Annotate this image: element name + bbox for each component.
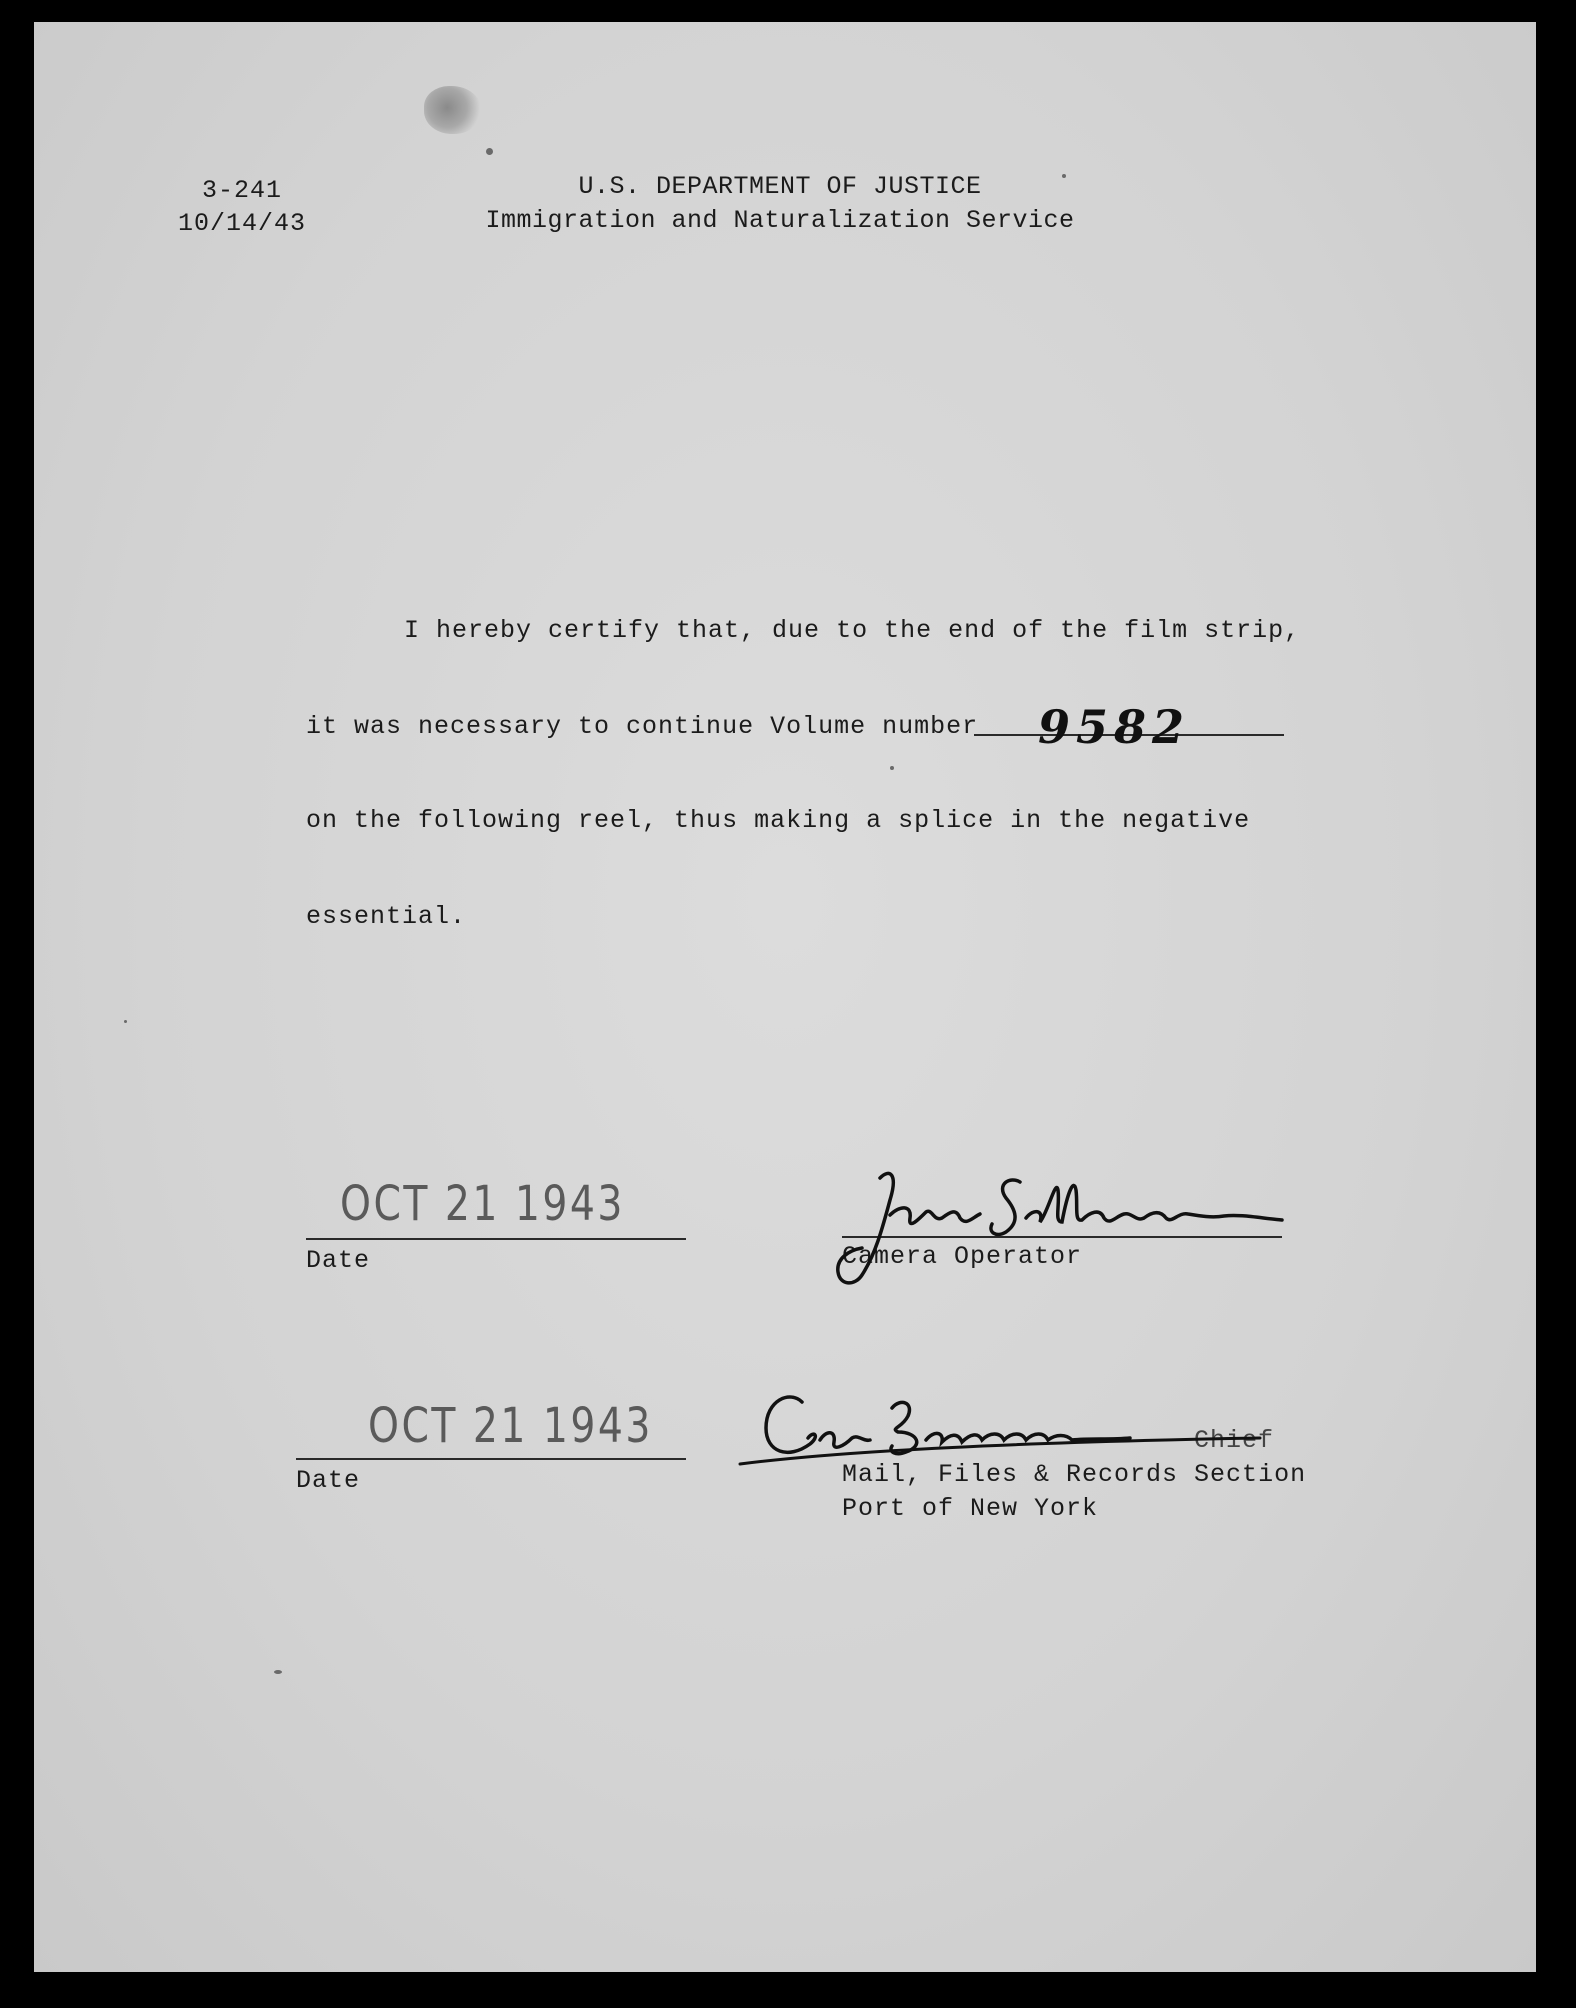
date-stamp-chief: OCT 21 1943 bbox=[368, 1398, 653, 1454]
ink-speck bbox=[486, 148, 493, 155]
certificate-line-1: I hereby certify that, due to the end of the film strip, bbox=[404, 616, 1301, 645]
date-line-chief bbox=[296, 1458, 686, 1460]
date-stamp-operator: OCT 21 1943 bbox=[340, 1176, 625, 1232]
chief-signature bbox=[730, 1380, 1270, 1480]
ink-smudge bbox=[424, 86, 482, 134]
certificate-line-4: essential. bbox=[306, 902, 467, 931]
service-name: Immigration and Naturalization Service bbox=[485, 206, 1075, 235]
form-code-block bbox=[178, 174, 306, 240]
chief-title-line-2: Port of New York bbox=[842, 1494, 1099, 1523]
department-name: U.S. DEPARTMENT OF JUSTICE bbox=[578, 172, 982, 201]
certificate-line-2: it was necessary to continue Volume number bbox=[306, 712, 979, 741]
date-line-operator bbox=[306, 1238, 686, 1240]
letterhead bbox=[400, 170, 1160, 238]
form-number: 3-241 bbox=[202, 176, 283, 205]
chief-title-line-1: Mail, Files & Records Section bbox=[842, 1460, 1307, 1489]
form-revision-date: 10/14/43 bbox=[178, 209, 307, 238]
date-label-chief: Date bbox=[296, 1466, 361, 1495]
document-page bbox=[34, 22, 1536, 1972]
chief-title-word: Chief bbox=[1194, 1426, 1275, 1455]
ink-speck bbox=[124, 1020, 127, 1023]
certificate-line-3: on the following reel, thus making a splice in the negative bbox=[306, 806, 1251, 835]
camera-operator-signature bbox=[820, 1160, 1290, 1290]
ink-speck bbox=[274, 1670, 282, 1674]
ink-speck bbox=[890, 766, 894, 770]
volume-number-handwritten: 9582 bbox=[1038, 700, 1191, 754]
camera-operator-title: Camera Operator bbox=[842, 1242, 1083, 1271]
date-label-operator: Date bbox=[306, 1246, 371, 1275]
